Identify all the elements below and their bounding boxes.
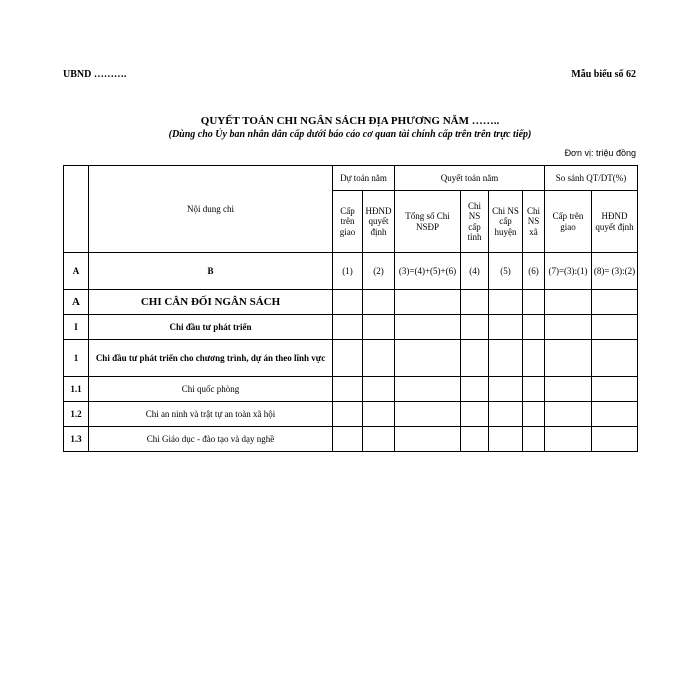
table-cell: [461, 427, 489, 452]
header-estimate-council: HĐND quyết định: [363, 191, 395, 253]
header-group-settlement: Quyết toán năm: [395, 166, 545, 191]
table-cell: [461, 377, 489, 402]
table-cell: [395, 427, 461, 452]
table-cell: [395, 315, 461, 340]
table-cell: [461, 340, 489, 377]
row-stt: I: [64, 315, 89, 340]
index-row: [64, 253, 638, 290]
table-cell: [461, 315, 489, 340]
row-stt: 1.2: [64, 402, 89, 427]
index-cell: (6): [523, 253, 545, 290]
table-cell: [333, 427, 363, 452]
header-total: Tổng số Chi NSĐP: [395, 191, 461, 253]
header-compare-upper: Cấp trên giao: [545, 191, 592, 253]
row-stt: 1.3: [64, 427, 89, 452]
document-subtitle: (Dùng cho Ủy ban nhân dân cấp dưới báo cáo cơ quan tài chính cấp trên trên trực tiếp): [168, 129, 532, 140]
table-cell: [592, 290, 638, 315]
table-cell: [489, 290, 523, 315]
table-cell: [333, 377, 363, 402]
table-cell: [545, 427, 592, 452]
header-commune: Chi NS xã: [523, 191, 545, 253]
table-cell: [592, 340, 638, 377]
table-cell: [592, 402, 638, 427]
table-cell: [489, 315, 523, 340]
header-compare-council: HĐND quyết định: [592, 191, 638, 253]
table-cell: [523, 290, 545, 315]
row-content: Chi quốc phòng: [89, 377, 333, 402]
table-cell: [363, 315, 395, 340]
table-cell: [363, 427, 395, 452]
table-cell: [545, 315, 592, 340]
index-cell: (4): [461, 253, 489, 290]
table-cell: [523, 377, 545, 402]
header-group-estimate: Dự toán năm: [333, 166, 395, 191]
table-cell: [461, 290, 489, 315]
table-cell: [395, 290, 461, 315]
document-title: QUYẾT TOÁN CHI NGÂN SÁCH ĐỊA PHƯƠNG NĂM ……..: [200, 115, 500, 127]
table-cell: [489, 402, 523, 427]
index-cell: A: [64, 253, 89, 290]
index-cell: (7)=(3):(1): [545, 253, 592, 290]
table-cell: [523, 340, 545, 377]
table-cell: [333, 402, 363, 427]
table-row: [64, 427, 638, 452]
table-cell: [333, 315, 363, 340]
table-cell: [363, 340, 395, 377]
table-cell: [363, 377, 395, 402]
row-stt: 1: [64, 340, 89, 377]
unit-label: Đơn vị: triệu đồng: [564, 148, 636, 158]
table-cell: [523, 402, 545, 427]
table-cell: [395, 340, 461, 377]
table-row: [64, 402, 638, 427]
table-cell: [489, 427, 523, 452]
table-cell: [545, 377, 592, 402]
table-cell: [333, 340, 363, 377]
table-cell: [489, 377, 523, 402]
table-row: [64, 377, 638, 402]
row-stt: 1.1: [64, 377, 89, 402]
table-cell: [523, 427, 545, 452]
index-cell: (2): [363, 253, 395, 290]
agency-label: UBND ……….: [63, 69, 127, 80]
table-cell: [395, 402, 461, 427]
index-cell: (5): [489, 253, 523, 290]
row-content: Chi Giáo dục - đào tạo và dạy nghề: [89, 427, 333, 452]
table-cell: [333, 290, 363, 315]
table-cell: [592, 315, 638, 340]
header-province: Chi NS cấp tỉnh: [461, 191, 489, 253]
header-district: Chi NS cấp huyện: [489, 191, 523, 253]
table-cell: [592, 377, 638, 402]
index-cell: (1): [333, 253, 363, 290]
table-cell: [545, 290, 592, 315]
table-cell: [545, 402, 592, 427]
table-cell: [363, 402, 395, 427]
form-number: Mẫu biểu số 62: [571, 69, 636, 80]
table-row: [64, 290, 638, 315]
row-content: Chi đầu tư phát triển cho chương trình, dự án theo lĩnh vực: [89, 340, 333, 377]
table-row: [64, 315, 638, 340]
table-cell: [461, 402, 489, 427]
row-stt: A: [64, 290, 89, 315]
table-row: [64, 340, 638, 377]
table-cell: [363, 290, 395, 315]
table-cell: [592, 427, 638, 452]
header-estimate-upper: Cấp trên giao: [333, 191, 363, 253]
table-cell: [395, 377, 461, 402]
index-cell: (8)= (3):(2): [592, 253, 638, 290]
table-cell: [489, 340, 523, 377]
index-cell: B: [89, 253, 333, 290]
table-cell: [545, 340, 592, 377]
header-stt: [64, 166, 89, 253]
budget-table: [63, 165, 638, 452]
row-content: Chi an ninh và trật tự an toàn xã hội: [89, 402, 333, 427]
index-cell: (3)=(4)+(5)+(6): [395, 253, 461, 290]
row-content: CHI CÂN ĐỐI NGÂN SÁCH: [89, 290, 333, 315]
header-content: Nội dung chi: [89, 166, 333, 253]
header-group-compare: So sánh QT/DT(%): [545, 166, 638, 191]
table-cell: [523, 315, 545, 340]
row-content: Chi đầu tư phát triển: [89, 315, 333, 340]
